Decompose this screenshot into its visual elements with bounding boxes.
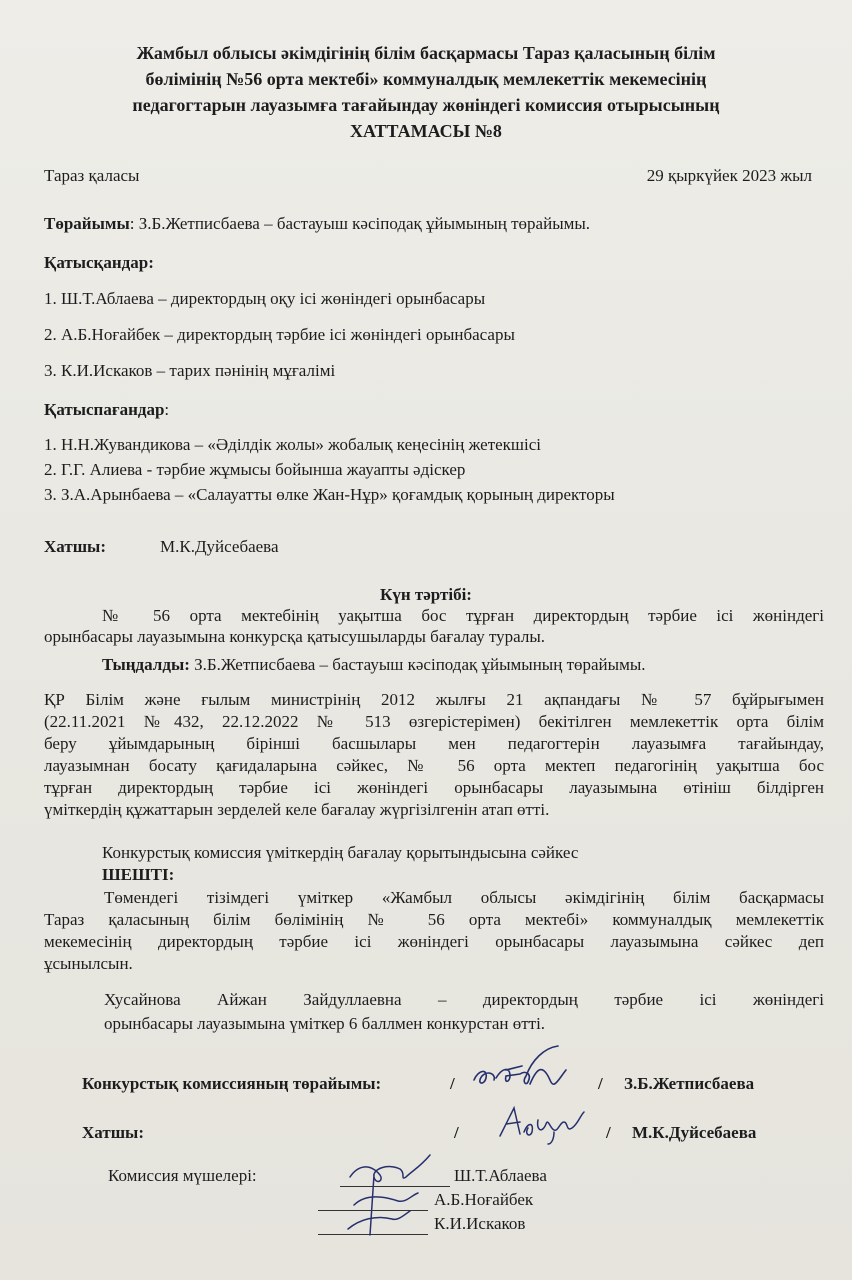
heard-label: Тыңдалды: [102,655,190,674]
list-item: 3. К.И.Искаков – тарих пәнінің мұғалімі [44,361,336,380]
chair-label: Төрайымы [44,214,130,233]
absent-colon: : [164,400,170,419]
list-item: 2. А.Б.Ноғайбек – директордың тәрбие ісі жөніндегі орынбасары [44,325,515,344]
secretary-label: Хатшы: [44,537,106,556]
decision-line: мекемесінің директордың тәрбие ісі жөніндегі орынбасары лауазымына сәйкес деп [44,932,824,951]
slash: / [454,1123,459,1142]
agenda-line: орынбасары лауазымына конкурсқа қатысушыларды бағалау туралы. [44,627,546,646]
heard-text: З.Б.Жетписбаева – бастауыш кәсіподақ ұйымының төрайымы. [189,655,646,674]
date: 29 қыркүйек 2023 жыл [646,166,812,185]
list-item: 1. Ш.Т.Аблаева – директордың оқу ісі жөніндегі орынбасары [44,289,486,308]
document-title [40,40,812,144]
agenda-line: № 56 орта мектебінің уақытша бос тұрған директордың тәрбие ісі жөніндегі [102,606,824,625]
slash: / [606,1123,611,1142]
list-item: 2. Г.Г. Алиева - тәрбие жұмысы бойынша жауапты әдіскер [44,460,466,479]
absent-heading [44,400,169,420]
member-name: Ш.Т.Аблаева [454,1166,547,1185]
list-item: 3. З.А.Арынбаева – «Салауатты өлке Жан-Нұр» қоғамдық қорының директоры [44,485,615,504]
candidate-line: Хусайнова Айжан Зайдуллаевна – директордың тәрбие ісі жөніндегі [104,990,824,1009]
slash: / [598,1074,603,1093]
member-name: А.Б.Ноғайбек [434,1190,534,1209]
body-line: беру ұйымдарының бірінші басшылары мен педагогтерін лауазымға тағайындау, [44,734,824,753]
title-line: ХАТТАМАСЫ №8 [350,121,502,141]
decision-line: Тараз қаласының білім бөлімінің № 56 орта мектебі» коммуналдық мемлекеттік [44,910,824,929]
secretary-sign-name: М.К.Дуйсебаева [632,1123,757,1142]
chair-text: : З.Б.Жетписбаева – бастауыш кәсіподақ ұйымының төрайымы. [129,214,591,233]
body-line: үміткердің құжаттарын зерделей келе бағалау жүргізілгенін атап өтті. [44,800,550,819]
decision-line: Төмендегі тізімдегі үміткер «Жамбыл облысы әкімдігінің білім басқармасы [104,888,824,907]
secretary-signature [494,1098,594,1153]
agenda-text [44,605,824,647]
body-line: ҚР Білім және ғылым министрінің 2012 жылғы 21 ақпандағы № 57 бұйрығымен [44,690,824,709]
body-paragraph [44,689,824,821]
agenda-heading: Күн тәртібі: [380,585,472,604]
title-line: педагогтарын лауазымға тағайындау жөніндегі комиссия отырысының [132,95,720,115]
chair-signature [466,1040,586,1105]
list-item: 1. Н.Н.Жувандикова – «Әділдік жолы» жобалық кеңесінің жетекшісі [44,435,542,454]
member-name: К.И.Искаков [434,1214,526,1233]
decision-text [44,887,824,975]
slash: / [450,1074,455,1093]
candidate-text [104,988,824,1036]
title-line: бөлімінің №56 орта мектебі» коммуналдық мемлекеттік мекемесінің [145,69,707,89]
decision-line: ұсынылсын. [44,954,133,973]
chair-sign-name: З.Б.Жетписбаева [624,1074,755,1093]
absent-label: Қатыспағандар [44,400,165,419]
secretary-name: М.К.Дуйсебаева [160,537,279,556]
members-label: Комиссия мүшелері: [108,1166,257,1185]
title-line: Жамбыл облысы әкімдігінің білім басқармасы Тараз қаласының білім [136,43,716,63]
member-signature [340,1145,450,1260]
heard-line [102,655,646,675]
secretary-sign-label: Хатшы: [82,1123,144,1142]
body-line: тұрған директордың тәрбие ісі жөніндегі орынбасары лауазымына өтініш білдірген [44,778,824,797]
body-line: (22.11.2021 №432, 22.12.2022 № 513 өзгерістерімен) бекітілген мемлекеттік орта білім [44,712,824,731]
candidate-line: орынбасары лауазымына үміткер 6 баллмен конкурстан өтті. [104,1014,546,1033]
chair-line [44,214,590,234]
body-line: лауазымнан босату қағидаларына сәйкес, № 56 орта мектеп педагогінің уақытша бос [44,756,824,775]
chair-sign-label: Конкурстық комиссияның төрайымы: [82,1074,382,1093]
decision-label: ШЕШТІ: [102,865,175,884]
present-label: Қатысқандар: [44,253,154,272]
place: Тараз қаласы [44,166,140,185]
commission-line: Конкурстық комиссия үміткердің бағалау қорытындысына сәйкес [102,843,579,862]
